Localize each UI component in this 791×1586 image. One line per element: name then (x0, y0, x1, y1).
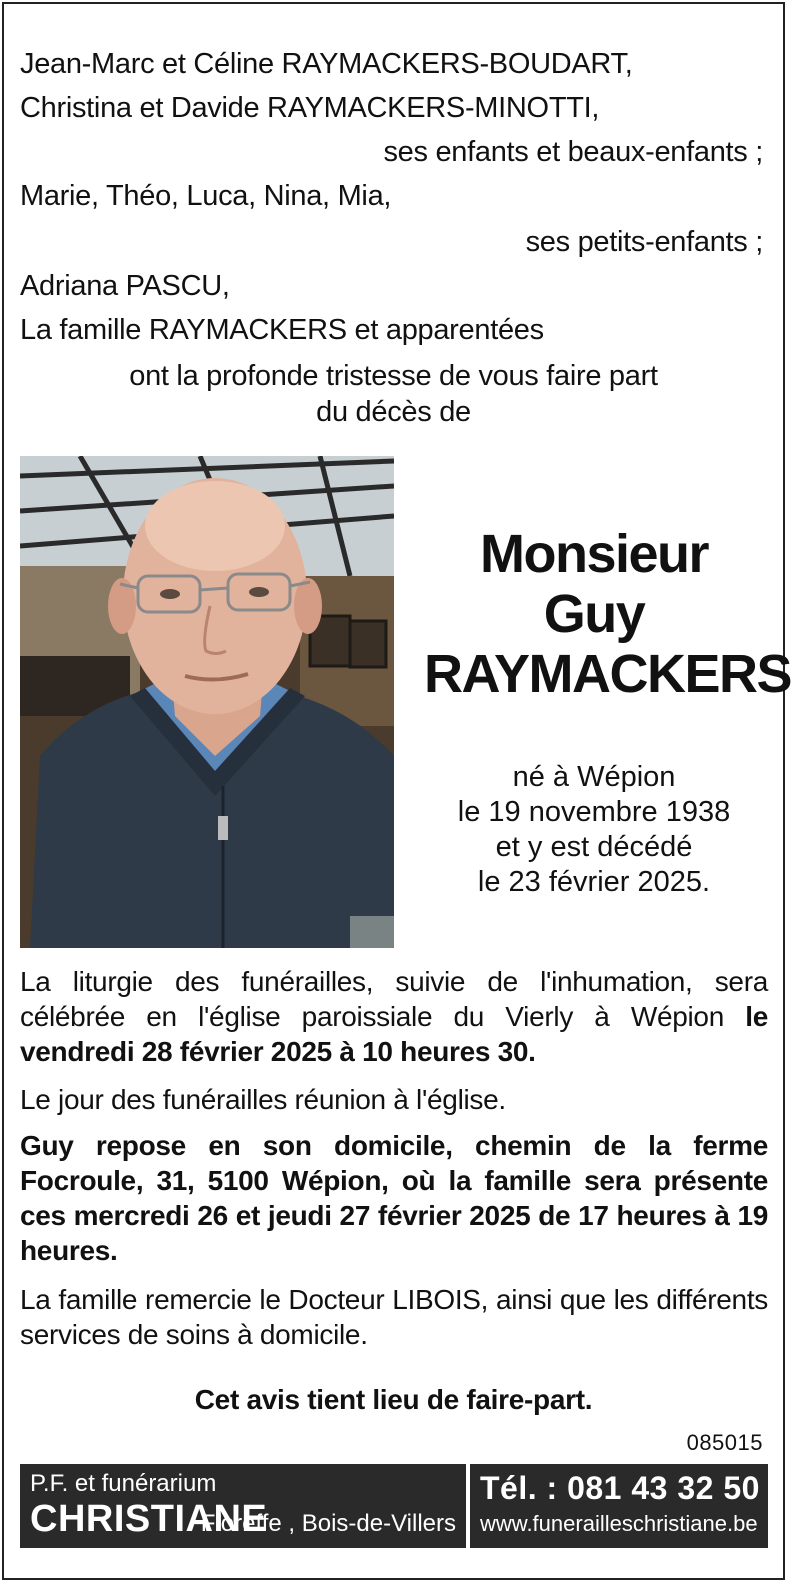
thanks-paragraph: La famille remercie le Docteur LIBOIS, ainsi que les différents services de soins à domicile. (20, 1284, 768, 1350)
family-line-4: Marie, Théo, Luca, Nina, Mia, (20, 180, 392, 212)
portrait-photo (20, 456, 394, 948)
deceased-name (424, 524, 791, 704)
ceremony-paragraph (20, 964, 768, 1069)
funeral-home-footer (20, 1464, 768, 1548)
funeral-home-brand: CHRISTIANE (30, 1498, 268, 1540)
funeral-home-towns: Floreffe , Bois-de-Villers (200, 1510, 456, 1537)
visitation-paragraph: Guy repose en son domicile, chemin de la ferme Focroule, 31, 5100 Wépion, où la famille sera présente ces mercredi 26 et jeudi 27 février 2025 de 17 heures à 19 heures. (20, 1130, 768, 1266)
deceased-last-name: RAYMACKERS (424, 644, 791, 704)
website-link[interactable]: www.funerailleschristiane.be (480, 1511, 758, 1536)
ceremony-datetime: le vendredi 28 février 2025 à 10 heures 30. (20, 1001, 768, 1067)
funeral-home-name-box (20, 1464, 466, 1548)
death-date: le 23 février 2025. (477, 866, 711, 898)
death-place: et y est décédé (495, 831, 693, 863)
family-line-1: Jean-Marc et Céline RAYMACKERS-BOUDART, (20, 48, 633, 80)
phone-number: Tél. : 081 43 32 50 (480, 1470, 760, 1506)
funeral-home-prefix: P.F. et funérarium (30, 1470, 217, 1497)
family-line-2: Christina et Davide RAYMACKERS-MINOTTI, (20, 92, 600, 124)
funeral-home-contact-box (470, 1464, 768, 1548)
deceased-first-name: Guy (543, 584, 645, 644)
birth-death-info (424, 760, 764, 900)
birth-date: le 19 novembre 1938 (457, 796, 731, 828)
reference-number: 085015 (686, 1430, 763, 1455)
notice-line: Cet avis tient lieu de faire-part. (194, 1384, 593, 1415)
family-line-8: ont la profonde tristesse de vous faire part (129, 360, 658, 392)
family-line-9: du décès de (316, 396, 471, 428)
family-line-6: Adriana PASCU, (20, 270, 230, 302)
family-line-5: ses petits-enfants ; (525, 226, 763, 258)
ceremony-text: La liturgie des funérailles, suivie de l'inhumation, sera célébrée en l'église paroissiale du Vierly à Wépion (20, 966, 768, 1032)
birth-place: né à Wépion (512, 761, 676, 793)
deceased-title: Monsieur (479, 524, 709, 584)
gathering-paragraph: Le jour des funérailles réunion à l'église. (20, 1084, 506, 1115)
family-line-7: La famille RAYMACKERS et apparentées (20, 314, 544, 346)
family-line-3: ses enfants et beaux-enfants ; (383, 136, 763, 168)
obituary-notice (2, 2, 791, 1580)
